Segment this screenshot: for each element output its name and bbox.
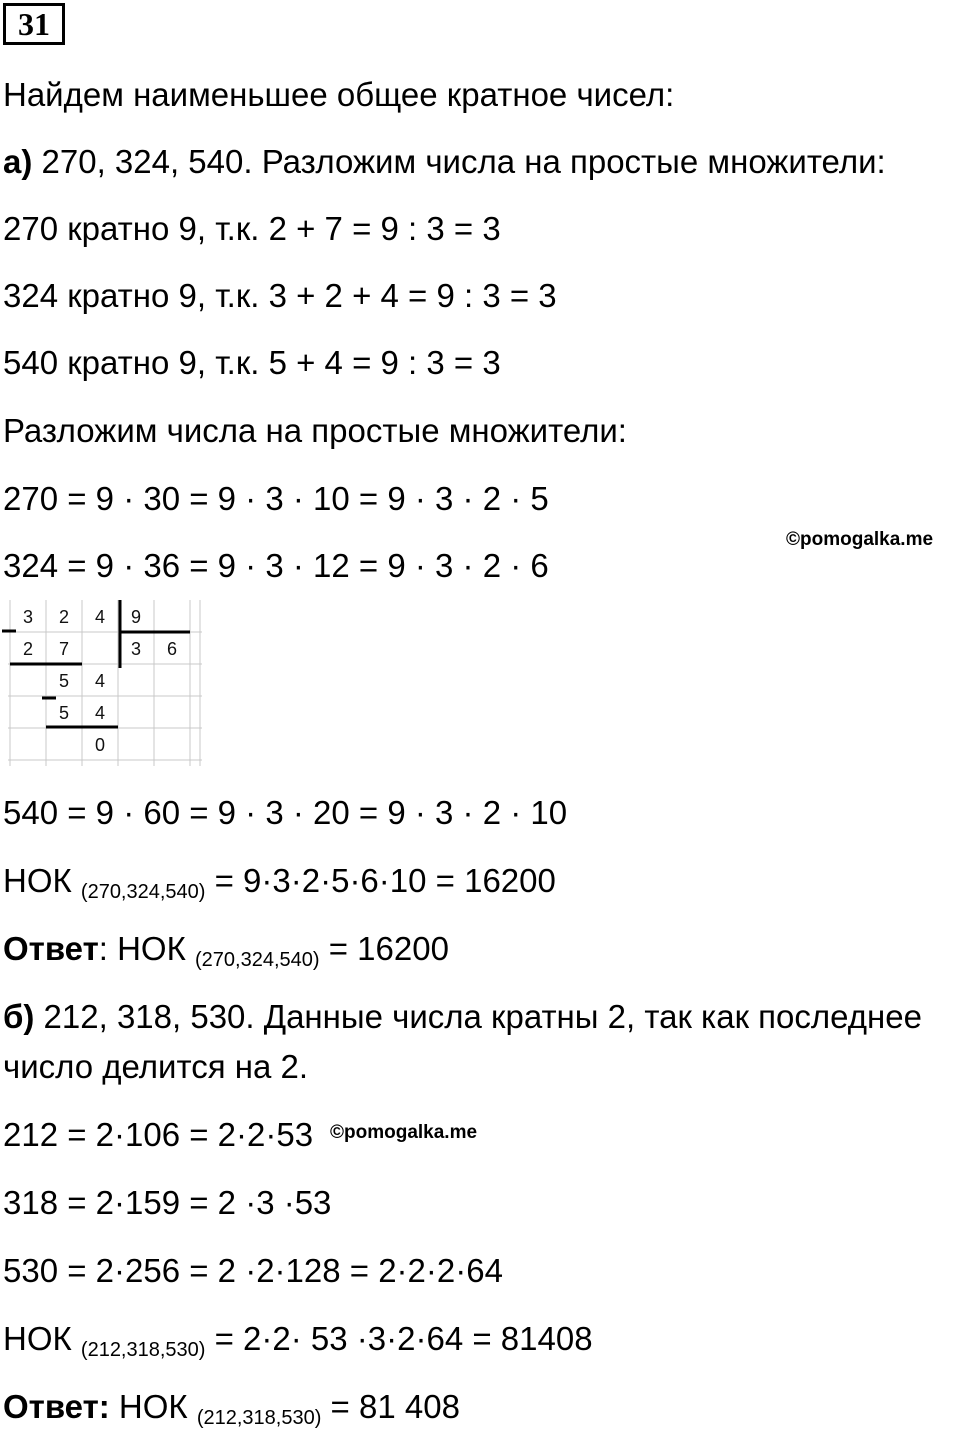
divisibility-line-270: 270 кратно 9, т.к. 2 + 7 = 9 : 3 = 3 xyxy=(3,210,501,247)
divisor-digit: 9 xyxy=(130,607,142,627)
factorization-324: 324 = 9 · 36 = 9 · 3 · 12 = 9 · 3 · 2 · 6 xyxy=(3,547,549,584)
remainder1-digit-1: 5 xyxy=(58,671,70,691)
answer-b-value: = 81 408 xyxy=(321,1388,460,1425)
part-a-label: а) xyxy=(3,143,33,180)
lcm-b-args: (212,318,530) xyxy=(80,1339,206,1361)
answer-a xyxy=(3,929,449,980)
part-b-label: б) xyxy=(3,998,35,1035)
quotient-digit-1: 3 xyxy=(130,639,142,659)
answer-b-sep: НОК xyxy=(109,1388,197,1425)
answer-a-sep: : НОК xyxy=(98,930,195,967)
answer-b-args: (212,318,530) xyxy=(196,1407,322,1429)
step1-digit-1: 2 xyxy=(22,639,34,659)
factorization-212: 212 = 2·106 = 2·2·53 xyxy=(3,1116,314,1153)
watermark-2: ©pomogalka.me xyxy=(330,1122,478,1143)
factor-heading: Разложим числа на простые множители: xyxy=(3,412,627,449)
dividend-digit-2: 2 xyxy=(58,607,70,627)
step1-digit-2: 7 xyxy=(58,639,70,659)
part-b-heading-line1: 212, 318, 530. Данные числа кратны 2, так как последнее xyxy=(34,998,922,1035)
lcm-a-args: (270,324,540) xyxy=(80,881,206,903)
lcm-a-prefix: НОК xyxy=(3,862,81,899)
part-a-heading xyxy=(3,142,886,182)
dividend-digit-3: 4 xyxy=(94,607,106,627)
lcm-b-prefix: НОК xyxy=(3,1320,81,1357)
step2-digit-1: 5 xyxy=(58,703,70,723)
dividend-digit-1: 3 xyxy=(22,607,34,627)
remainder2-digit: 0 xyxy=(94,735,106,755)
problem-number: 31 xyxy=(3,3,65,45)
divisibility-line-540: 540 кратно 9, т.к. 5 + 4 = 9 : 3 = 3 xyxy=(3,344,501,381)
long-division-grid xyxy=(0,598,206,768)
watermark: ©pomogalka.me xyxy=(786,529,934,550)
answer-b xyxy=(3,1387,460,1438)
part-a-numbers: 270, 324, 540. Разложим числа на простые множители: xyxy=(32,143,886,180)
quotient-digit-2: 6 xyxy=(166,639,178,659)
answer-a-label: Ответ xyxy=(3,930,99,967)
step2-digit-2: 4 xyxy=(94,703,106,723)
answer-a-args: (270,324,540) xyxy=(195,949,320,971)
remainder1-digit-2: 4 xyxy=(94,671,106,691)
intro-text: Найдем наименьшее общее кратное чисел: xyxy=(3,76,675,113)
answer-a-value: = 16200 xyxy=(319,930,449,967)
lcm-b-result: = 2·2· 53 ·3·2·64 = 81408 xyxy=(205,1320,593,1357)
factorization-270: 270 = 9 · 30 = 9 · 3 · 10 = 9 · 3 · 2 · 5 xyxy=(3,480,549,517)
lcm-a-result: = 9·3·2·5·6·10 = 16200 xyxy=(205,862,556,899)
answer-b-label: Ответ: xyxy=(3,1388,110,1425)
part-b-heading xyxy=(3,997,922,1037)
lcm-b xyxy=(3,1319,593,1370)
factorization-540: 540 = 9 · 60 = 9 · 3 · 20 = 9 · 3 · 2 · 10 xyxy=(3,794,568,831)
factorization-318: 318 = 2·159 = 2 ·3 ·53 xyxy=(3,1184,332,1221)
divisibility-line-324: 324 кратно 9, т.к. 3 + 2 + 4 = 9 : 3 = 3 xyxy=(3,277,557,314)
lcm-a xyxy=(3,861,556,912)
factorization-530: 530 = 2·256 = 2 ·2·128 = 2·2·2·64 xyxy=(3,1252,503,1289)
part-b-heading-line2: число делится на 2. xyxy=(3,1048,309,1085)
